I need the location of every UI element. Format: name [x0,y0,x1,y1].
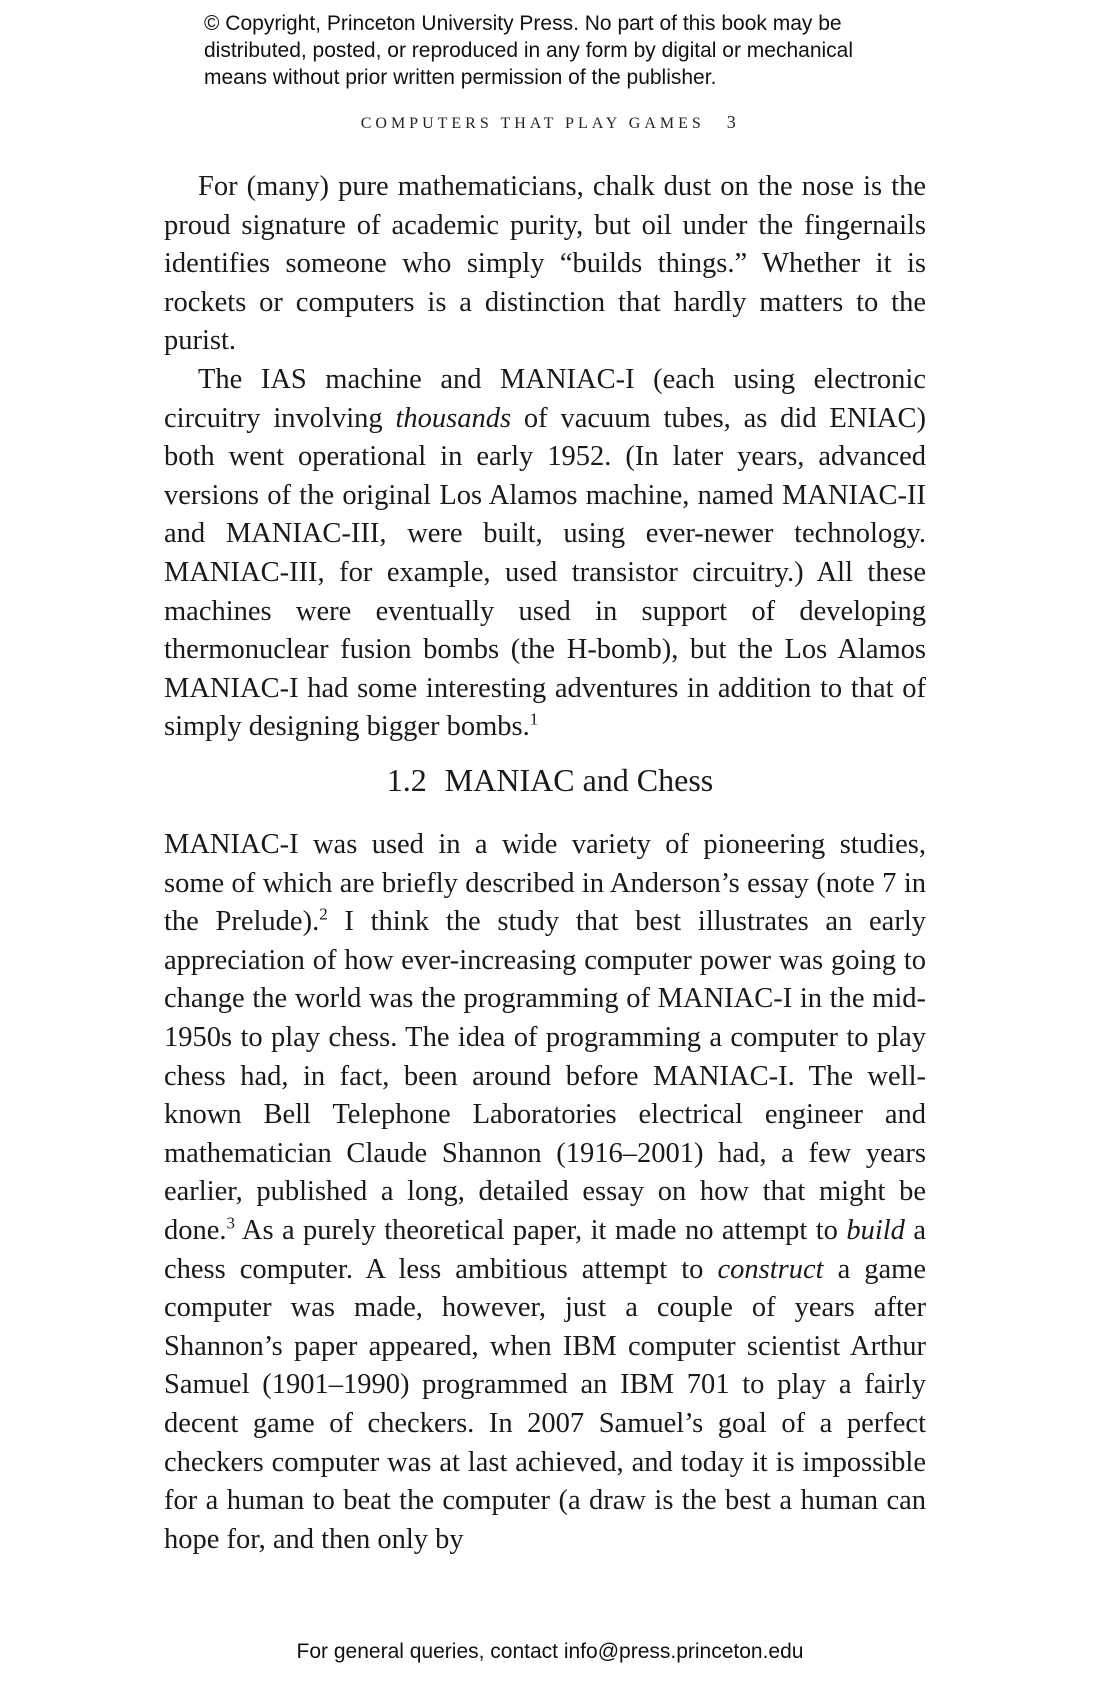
footer-contact: For general queries, contact info@press.princeton.edu [296,1640,804,1663]
page-number: 3 [726,112,740,132]
copyright-line: © Copyright, Princeton University Press. No part of this book may be [204,12,842,35]
text-run: of vacuum tubes, as did ENIAC) both went operational in early 1952. (In later years, advanced versions of the original Los Alamos machine, named MANIAC-II and MANIAC-III, were built, using ever-newer technology. MANIAC-III, for example, used transistor circuitry.) All these machines were eventually used in support of developing thermonuclear fusion bombs (the H-bomb), but the Los Alamos MANIAC-I had some interesting adventures in addition to that of simply designing bigger bombs. [164,402,926,743]
footnote-marker[interactable]: 3 [226,1213,236,1233]
paragraph [164,361,926,747]
emphasis: thousands [395,402,512,434]
paragraph: For (many) pure mathematicians, chalk dust on the nose is the proud signature of academic purity, but oil under the fingernails identifies someone who simply “builds things.” Whether it is rockets or computers is a distinction that hardly matters to the purist. [164,171,926,357]
section-number: 1.2 [386,762,427,798]
running-head [0,112,1100,133]
text-run: The IAS machine and MANIAC-I (each using electronic circuitry involving [164,363,926,434]
emphasis: construct [717,1253,824,1285]
body-text-bottom [164,826,926,1559]
section-title: MANIAC and Chess [444,762,714,798]
copyright-notice [204,10,964,91]
text-run: I think the study that best illustrates an early appreciation of how ever-increasing computer power was going to change the world was the programming of MANIAC-I in the mid-1950s to play chess. The idea of programming a computer to play chess had, in fact, been around before MANIAC-I. The well-known Bell Telephone Laboratories electrical engineer and mathematician Claude Shannon (1916–2001) had, a few years earlier, published a long, detailed essay on how that might be done. [164,906,926,1246]
paragraph [164,826,926,1559]
section-heading [0,762,1100,799]
copyright-line: distributed, posted, or reproduced in any form by digital or mechanical [204,39,854,62]
text-run: a chess computer. A less ambitious attempt to [164,1214,926,1285]
text-run: As a purely theoretical paper, it made no attempt to [235,1214,847,1246]
footnote-marker[interactable]: 1 [529,709,539,729]
body-text-top [164,168,926,747]
copyright-line: means without prior written permission of the publisher. [204,66,717,89]
text-run: MANIAC-I was used in a wide variety of pioneering studies, some of which are briefly described in Anderson’s essay (note 7 in the Prelude). [164,829,926,938]
text-run: a game computer was made, however, just a couple of years after Shannon’s paper appeared, when IBM computer scientist Arthur Samuel (1901–1990) programmed an IBM 701 to play a fairly decent game of checkers. In 2007 Samuel’s goal of a perfect checkers computer was at last achieved, and today it is impossible for a human to beat the computer (a draw is the best a human can hope for, and then only by [164,1253,927,1555]
emphasis: build [846,1214,905,1246]
running-head-title: COMPUTERS THAT PLAY GAMES [360,115,705,132]
footnote-marker[interactable]: 2 [319,904,328,924]
